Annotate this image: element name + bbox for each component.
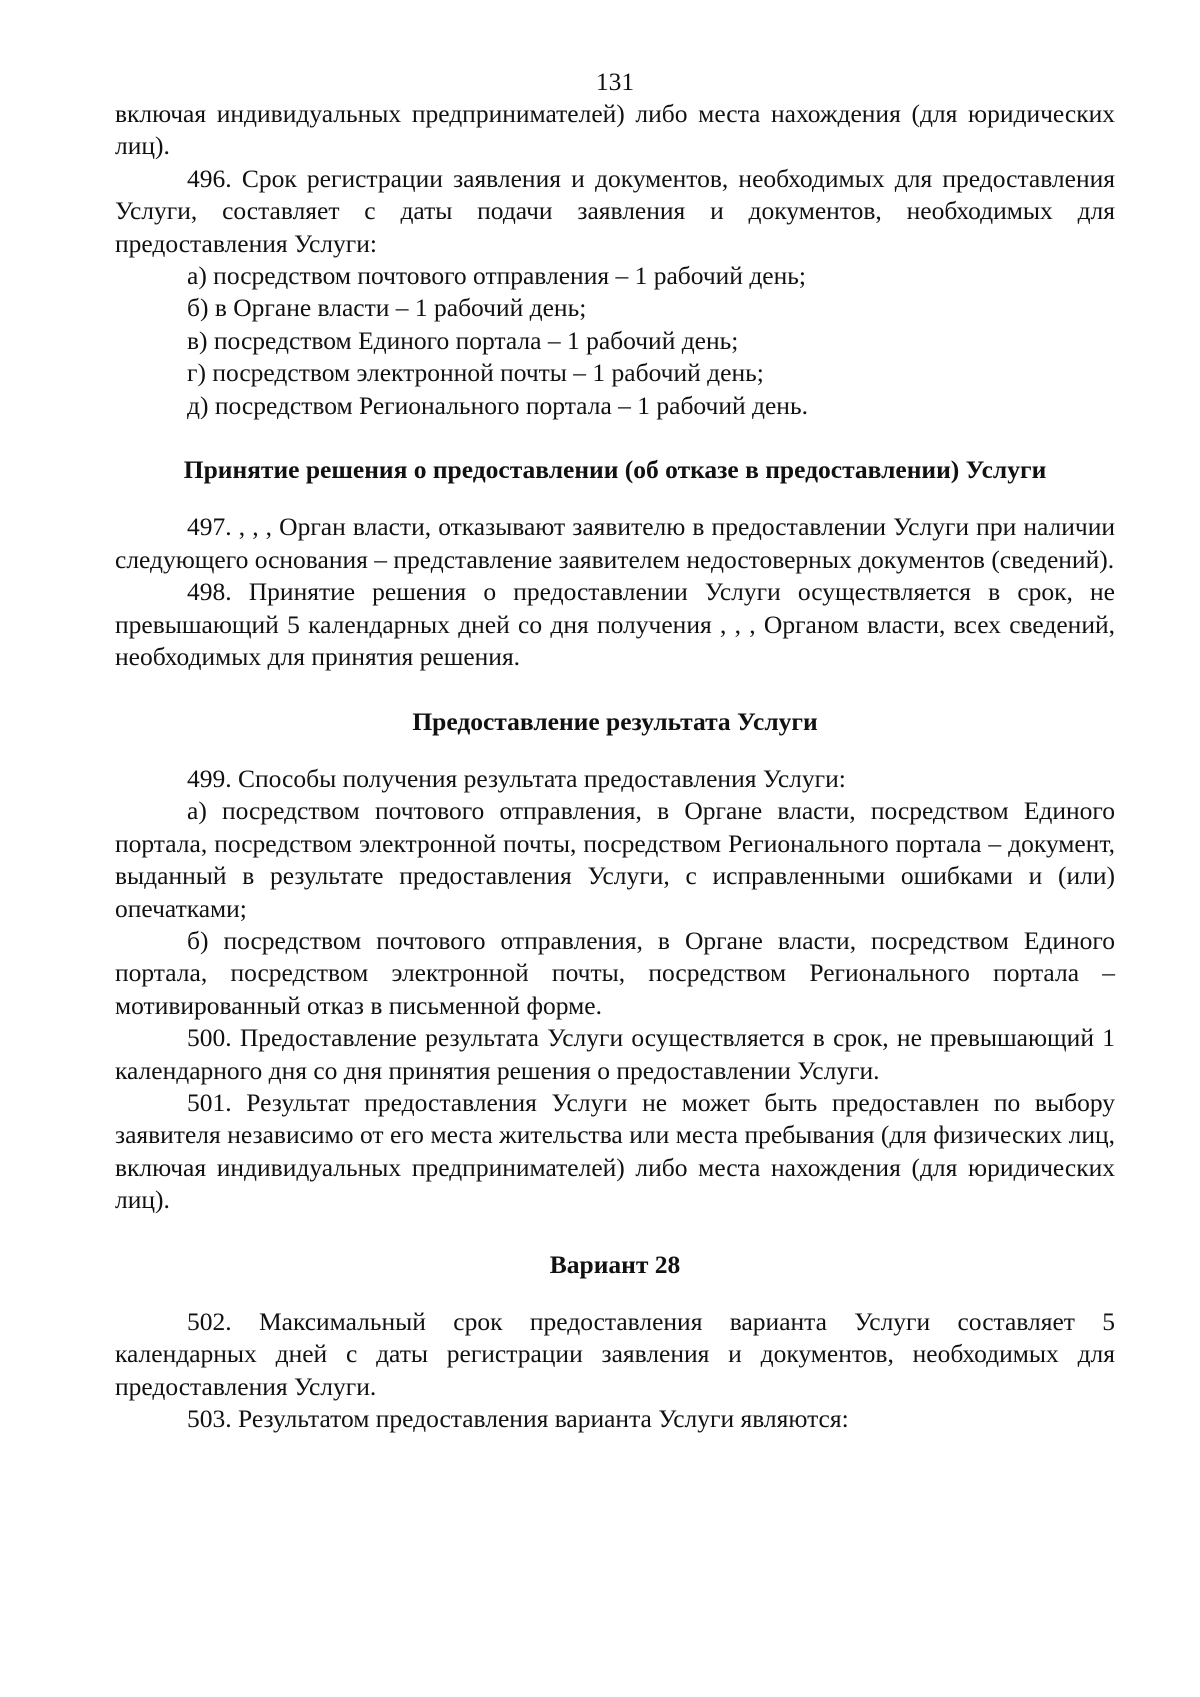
list-item-496-a: а) посредством почтового отправления – 1 рабочий день;: [187, 261, 806, 291]
list-item-496-d: д) посредством Регионального портала – 1 рабочий день.: [187, 390, 808, 420]
paragraph-497: 497. , , , Орган власти, отказывают заявителю в предоставлении Услуги при наличии следующего основания – представление заявителем недостоверных документов (сведений).: [115, 512, 1115, 574]
paragraph-501: 501. Результат предоставления Услуги не может быть предоставлен по выбору заявителя независимо от его места жительства или места пребывания (для физических лиц, включая индивидуальных предпринимателей) либо места нахождения (для юридических лиц).: [115, 1087, 1115, 1215]
paragraph-499: 499. Способы получения результата предоставления Услуги:: [187, 763, 846, 793]
paragraph-continuation: включая индивидуальных предпринимателей) либо места нахождения (для юридических лиц).: [115, 99, 1115, 161]
section-heading-decision: Принятие решения о предоставлении (об отказе в предоставлении) Услуги: [183, 455, 1047, 485]
list-item-499-b: б) посредством почтового отправления, в Органе власти, посредством Единого портала, посредством электронной почты, посредством Регионального портала – мотивированный отказ в письменной форме.: [115, 925, 1115, 1020]
paragraph-496: 496. Срок регистрации заявления и документов, необходимых для предоставления Услуги, составляет с даты подачи заявления и документов, необходимых для предоставления Услуги:: [115, 163, 1115, 258]
document-page: [115, 66, 1115, 1436]
list-item-496-v: в) посредством Единого портала – 1 рабочий день;: [187, 325, 739, 355]
page-number: 131: [595, 67, 635, 96]
list-item-499-a: а) посредством почтового отправления, в Органе власти, посредством Единого портала, посредством электронной почты, посредством Регионального портала – документ, выданный в результате предоставления Услуги, с исправленными ошибками и (или) опечатками;: [115, 796, 1115, 923]
paragraph-503: 503. Результатом предоставления варианта Услуги являются:: [187, 1404, 849, 1434]
paragraph-502: 502. Максимальный срок предоставления варианта Услуги составляет 5 календарных дней с даты регистрации заявления и документов, необходимых для предоставления Услуги.: [115, 1307, 1115, 1401]
list-item-496-g: г) посредством электронной почты – 1 рабочий день;: [187, 358, 764, 388]
list-item-496-b: б) в Органе власти – 1 рабочий день;: [187, 293, 587, 323]
section-heading-variant: Вариант 28: [549, 1249, 681, 1279]
paragraph-500: 500. Предоставление результата Услуги осуществляется в срок, не превышающий 1 календарного дня со дня принятия решения о предоставлении Услуги.: [115, 1023, 1115, 1085]
section-heading-result: Предоставление результата Услуги: [412, 706, 818, 736]
paragraph-498: 498. Принятие решения о предоставлении Услуги осуществляется в срок, не превышающий 5 календарных дней со дня получения , , , Органом власти, всех сведений, необходимых для принятия решения.: [115, 577, 1115, 672]
